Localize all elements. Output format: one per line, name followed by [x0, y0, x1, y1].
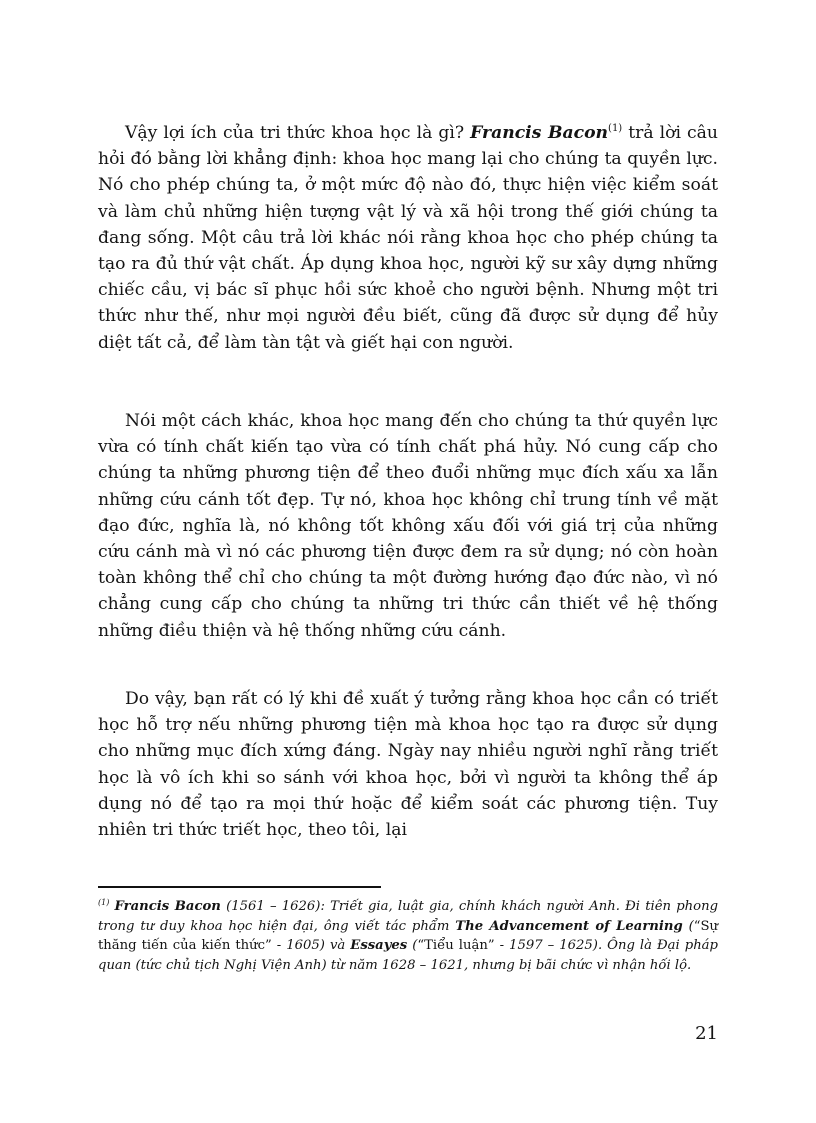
footnote-work-1: The Advancement of Learning — [455, 918, 683, 934]
paragraph-1-body: trả lời câu hỏi đó bằng lời khẳng định: khoa học mang lại cho chúng ta quyền lực. Nó cho phép chúng ta, ở một mức độ nào đó, thực hiện việc kiểm soát và làm chủ những hiện tượng vật lý và xã hội trong thế giới chúng ta đang sống. Một câu trả lời khác nói rằng khoa học cho phép chúng ta tạo ra đủ thứ vật chất. Áp dụng khoa học, người kỹ sư xây dựng những chiếc cầu, vị bác sĩ phục hồi sức khoẻ cho người bệnh. Nhưng một tri thức như thế, như mọi người đều biết, cũng đã được sử dụng để hủy diệt tất cả, để làm tàn tật và giết hại con người. — [98, 123, 718, 353]
footnote-work-1-translation: “Sự thăng tiến của kiến thức” — [98, 918, 719, 954]
footnote-text-2: ( — [682, 918, 694, 934]
footnote-text-3: - 1605) và — [271, 938, 351, 954]
body-paragraph-2 — [98, 408, 718, 644]
body-paragraph-1 — [98, 120, 718, 356]
page-number: 21 — [695, 1023, 718, 1044]
footnote-separator — [98, 886, 381, 888]
footnote-text-1: (1561 – 1626): Triết gia, luật gia, chính khách người Anh. Đi tiên phong trong tư duy khoa học hiện đại, ông viết tác phẩm — [98, 899, 719, 934]
footnote-text-5: - 1597 – 1625). Ông là Đại pháp quan (tức chủ tịch Nghị Viện Anh) từ năm 1628 – 1621, nhưng bị bãi chức vì nhận hối lộ. — [98, 938, 718, 973]
paragraph-3-text: Do vậy, bạn rất có lý khi đề xuất ý tưởng rằng khoa học cần có triết học hỗ trợ nếu những phương tiện mà khoa học tạo ra được sử dụng cho những mục đích xứng đáng. Ngày nay nhiều người nghĩ rằng triết học là vô ích khi so sánh với khoa học, bởi vì người ta không thể áp dụng nó để tạo ra mọi thứ hoặc để kiểm soát các phương tiện. Tuy nhiên tri thức triết học, theo tôi, lại — [98, 689, 718, 841]
paragraph-2-text: Nói một cách khác, khoa học mang đến cho chúng ta thứ quyền lực vừa có tính chất kiến tạo vừa có tính chất phá hủy. Nó cung cấp cho chúng ta những phương tiện để theo đuổi những mục đích xấu xa lẫn những cứu cánh tốt đẹp. Tự nó, khoa học không chỉ trung tính về mặt đạo đức, nghĩa là, nó không tốt không xấu đối với giá trị của những cứu cánh mà vì nó các phương tiện được đem ra sử dụng; nó còn hoàn toàn không thể chỉ cho chúng ta một đường hướng đạo đức nào, vì nó chẳng cung cấp cho chúng ta những tri thức cần thiết về hệ thống những điều thiện và hệ thống những cứu cánh. — [98, 411, 718, 641]
footnote-work-2: Essayes — [350, 938, 408, 954]
footnote — [98, 897, 718, 975]
body-paragraph-3 — [98, 686, 718, 843]
footnote-marker: (1) — [98, 898, 110, 907]
footnote-name: Francis Bacon — [114, 899, 221, 914]
footnote-work-2-translation: “Tiểu luận” — [417, 938, 495, 954]
footnote-text-4: ( — [407, 938, 418, 954]
footnote-reference[interactable]: (1) — [608, 123, 623, 134]
francis-bacon-name: Francis Bacon — [470, 123, 609, 143]
paragraph-1-intro: Vậy lợi ích của tri thức khoa học là gì? — [125, 123, 471, 143]
